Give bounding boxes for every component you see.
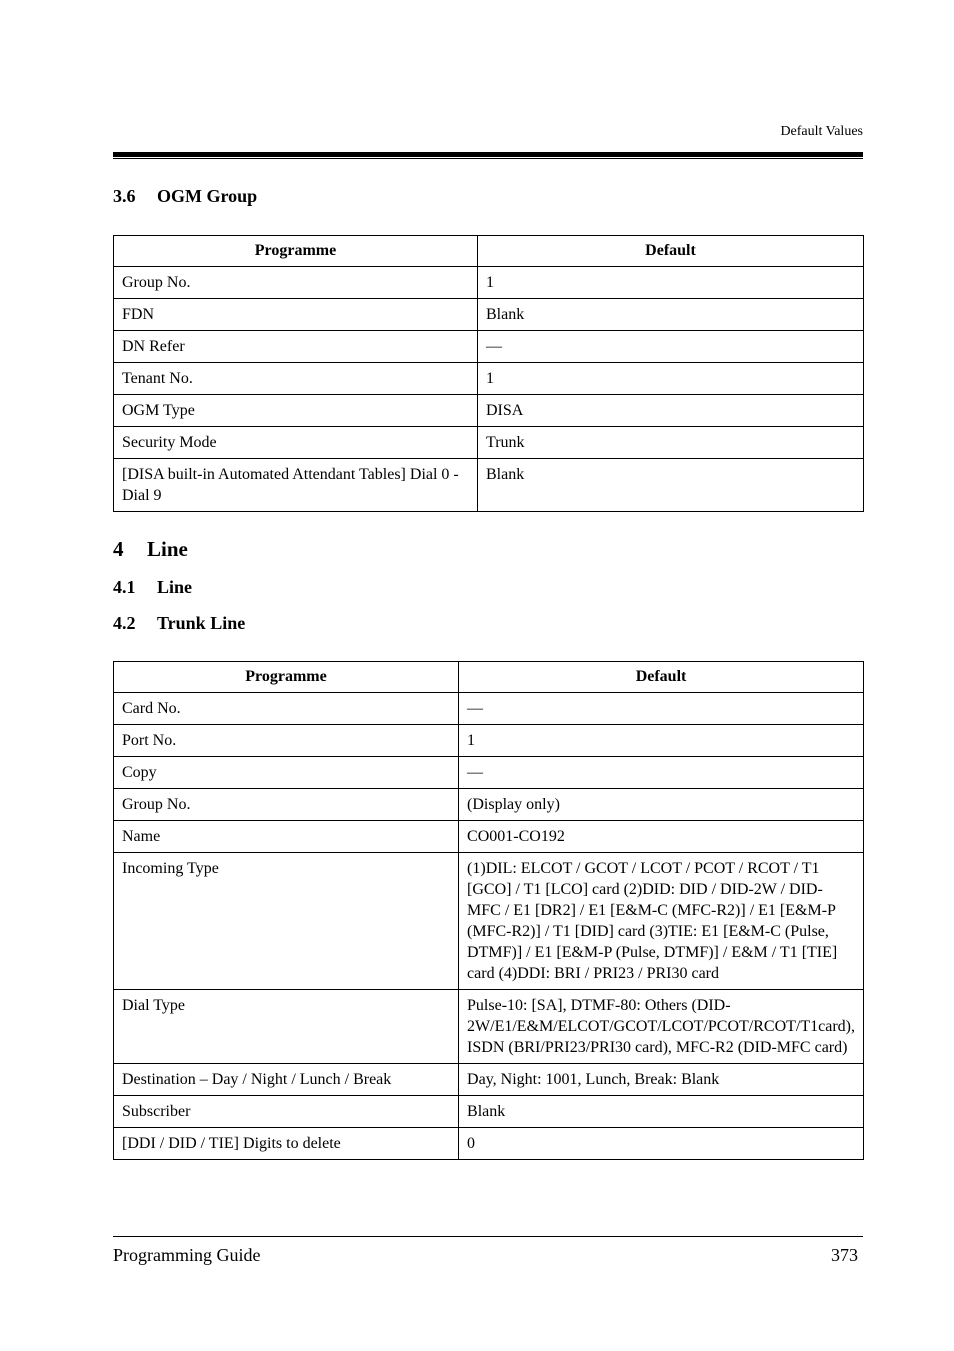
default-cell: DISA bbox=[478, 395, 864, 427]
section-title: Line bbox=[157, 577, 193, 597]
programme-cell: Destination – Day / Night / Lunch / Break bbox=[114, 1064, 459, 1096]
table-row bbox=[114, 1064, 864, 1096]
default-cell: — bbox=[459, 693, 864, 725]
table-row bbox=[114, 1128, 864, 1160]
default-cell: (1)DIL: ELCOT / GCOT / LCOT / PCOT / RCOT / T1 [GCO] / T1 [LCO] card (2)DID: DID / DID-2W / DID-MFC / E1 [DR2] / E1 [E&M-C (MFC-R2)] / E1 [E&M-P (MFC-R2)] / T1 [DID] card (3)TIE: E1 [E&M-C (Pulse, DTMF)] / E1 [E&M-P (Pulse, DTMF)] / E&M / T1 [TIE] card (4)DDI: BRI / PRI23 / PRI30 card bbox=[459, 853, 864, 990]
section-title: OGM Group bbox=[157, 186, 258, 206]
trunk-line-table bbox=[113, 661, 864, 1160]
table-row bbox=[114, 299, 864, 331]
programme-cell: Security Mode bbox=[114, 427, 478, 459]
programme-cell: Name bbox=[114, 821, 459, 853]
table-row bbox=[114, 789, 864, 821]
default-cell: — bbox=[478, 331, 864, 363]
section-number: 4.1 bbox=[113, 577, 136, 597]
default-cell: 1 bbox=[478, 363, 864, 395]
table-row bbox=[114, 267, 864, 299]
programme-cell: Incoming Type bbox=[114, 853, 459, 990]
programme-cell: [DISA built-in Automated Attendant Tables] Dial 0 - Dial 9 bbox=[114, 459, 478, 512]
table-row bbox=[114, 725, 864, 757]
programme-cell: Dial Type bbox=[114, 990, 459, 1064]
section-title: Line bbox=[147, 537, 188, 561]
default-cell: — bbox=[459, 757, 864, 789]
table-header-row bbox=[114, 236, 864, 267]
programme-cell: Card No. bbox=[114, 693, 459, 725]
table-header-row bbox=[114, 662, 864, 693]
section-heading-4 bbox=[113, 537, 188, 562]
default-cell: Day, Night: 1001, Lunch, Break: Blank bbox=[459, 1064, 864, 1096]
table-row bbox=[114, 853, 864, 990]
column-header-programme: Programme bbox=[114, 662, 459, 693]
default-cell: Blank bbox=[478, 299, 864, 331]
footer-rule bbox=[113, 1236, 863, 1237]
page-number: 373 bbox=[831, 1245, 858, 1265]
default-cell: CO001-CO192 bbox=[459, 821, 864, 853]
section-heading-4-1 bbox=[113, 577, 192, 598]
default-cell: (Display only) bbox=[459, 789, 864, 821]
ogm-group-table bbox=[113, 235, 864, 512]
table-row bbox=[114, 821, 864, 853]
table-row bbox=[114, 395, 864, 427]
programme-cell: Port No. bbox=[114, 725, 459, 757]
footer-title: Programming Guide bbox=[113, 1245, 261, 1265]
table-row bbox=[114, 1096, 864, 1128]
default-cell: Pulse-10: [SA], DTMF-80: Others (DID-2W/E1/E&M/ELCOT/GCOT/LCOT/PCOT/RCOT/T1card), ISDN (BRI/PRI23/PRI30 card), MFC-R2 (DID-MFC card) bbox=[459, 990, 864, 1064]
table-row bbox=[114, 990, 864, 1064]
section-heading-4-2 bbox=[113, 613, 245, 634]
default-cell: Blank bbox=[459, 1096, 864, 1128]
table-row bbox=[114, 459, 864, 512]
programme-cell: Tenant No. bbox=[114, 363, 478, 395]
column-header-programme: Programme bbox=[114, 236, 478, 267]
programme-cell: Subscriber bbox=[114, 1096, 459, 1128]
section-number: 4.2 bbox=[113, 613, 136, 633]
table-row bbox=[114, 331, 864, 363]
programme-cell: [DDI / DID / TIE] Digits to delete bbox=[114, 1128, 459, 1160]
header-rule-thick bbox=[113, 152, 863, 157]
programme-cell: Group No. bbox=[114, 267, 478, 299]
section-heading-3-6 bbox=[113, 186, 257, 207]
table-row bbox=[114, 693, 864, 725]
header-rule-thin bbox=[113, 158, 863, 159]
table-row bbox=[114, 363, 864, 395]
column-header-default: Default bbox=[478, 236, 864, 267]
table-row bbox=[114, 427, 864, 459]
programme-cell: Copy bbox=[114, 757, 459, 789]
table-row bbox=[114, 757, 864, 789]
default-cell: Trunk bbox=[478, 427, 864, 459]
section-number: 4 bbox=[113, 537, 124, 561]
section-title: Trunk Line bbox=[157, 613, 246, 633]
default-cell: 1 bbox=[459, 725, 864, 757]
section-number: 3.6 bbox=[113, 186, 136, 206]
programme-cell: DN Refer bbox=[114, 331, 478, 363]
default-cell: 0 bbox=[459, 1128, 864, 1160]
default-cell: Blank bbox=[478, 459, 864, 512]
running-header: Default Values bbox=[780, 124, 863, 139]
programme-cell: OGM Type bbox=[114, 395, 478, 427]
default-cell: 1 bbox=[478, 267, 864, 299]
column-header-default: Default bbox=[459, 662, 864, 693]
programme-cell: Group No. bbox=[114, 789, 459, 821]
programme-cell: FDN bbox=[114, 299, 478, 331]
